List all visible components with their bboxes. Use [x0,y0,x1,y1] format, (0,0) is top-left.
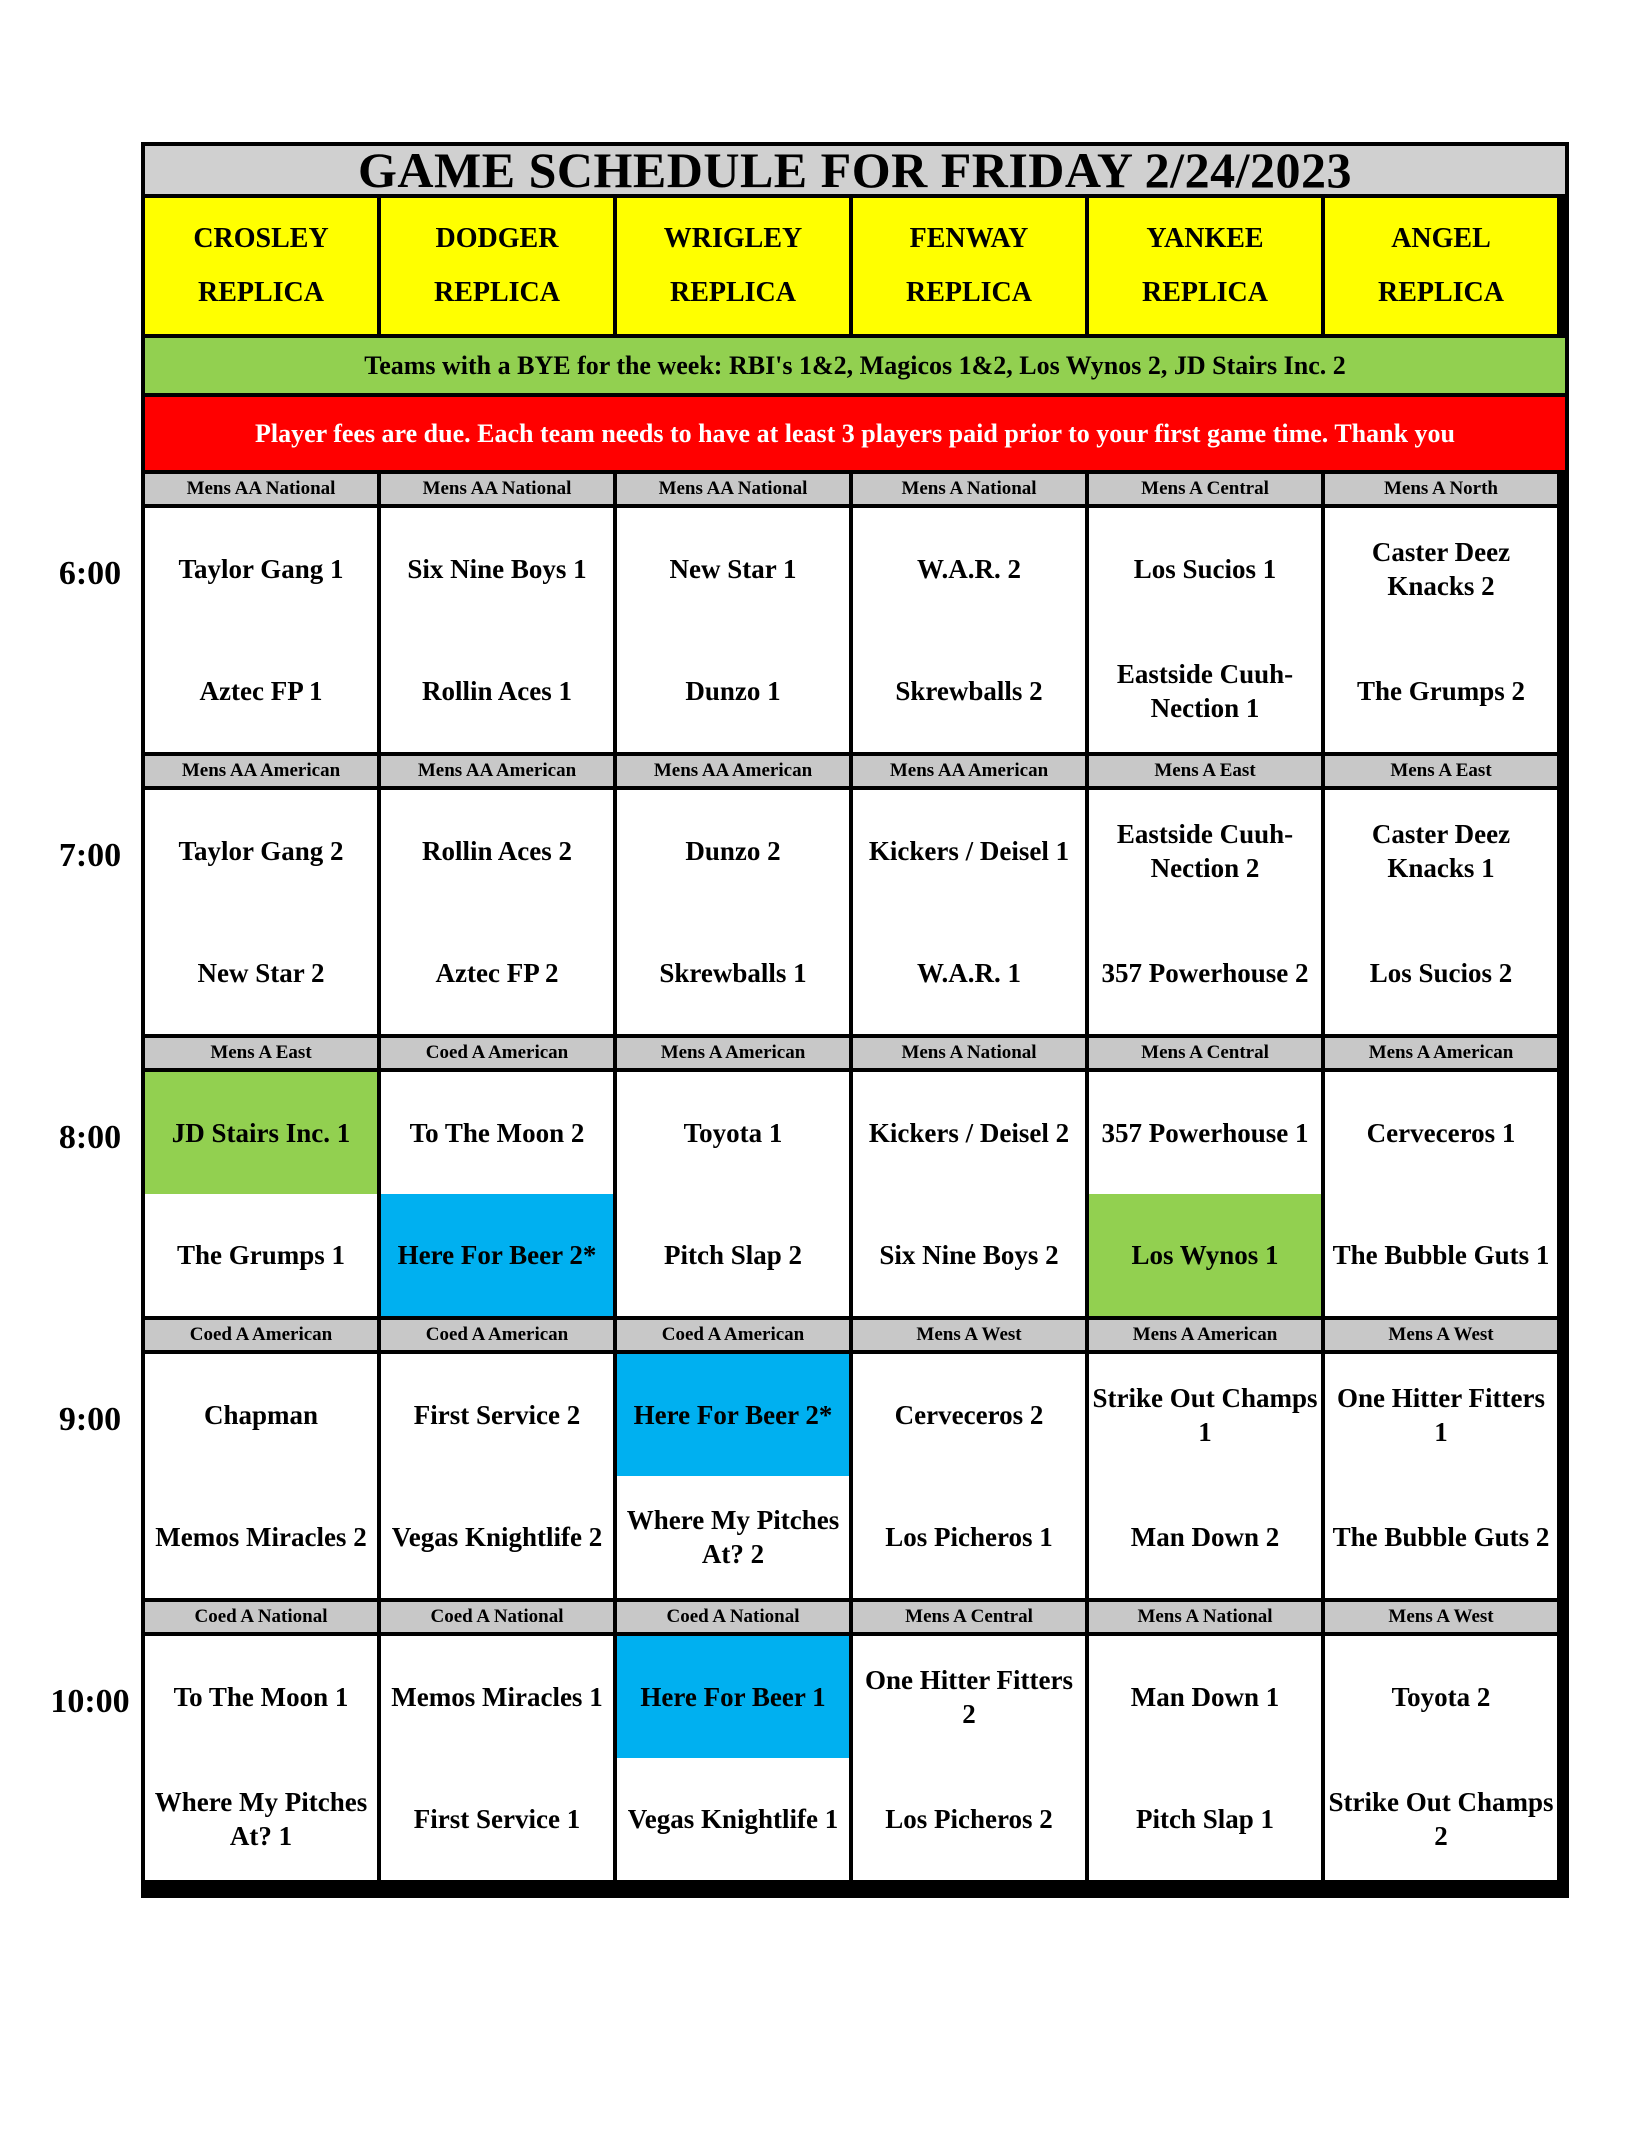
game-cell [1089,1354,1321,1598]
home-team: JD Stairs Inc. 1 [145,1072,377,1194]
away-team: Man Down 2 [1130,1522,1280,1552]
game-cell [381,790,613,1034]
home-team: Chapman [203,1400,319,1430]
home-team: Strike Out Champs 1 [1092,1383,1318,1447]
away-team: The Grumps 1 [176,1240,346,1270]
division-label: Coed A National [617,1602,849,1632]
game-cell [617,1354,849,1598]
field-name: FENWAY [909,223,1029,254]
away-team: Aztec FP 2 [435,958,559,988]
field-subtitle: REPLICA [1377,277,1504,308]
home-team: Toyota 1 [683,1118,783,1148]
game-cell [617,790,849,1034]
game-cell [1325,790,1557,1034]
division-label: Coed A National [381,1602,613,1632]
division-label: Mens A West [853,1320,1085,1350]
home-team: Dunzo 2 [685,836,781,866]
away-team: Los Picheros 1 [885,1522,1053,1552]
away-team: The Bubble Guts 1 [1332,1240,1550,1270]
away-team: Rollin Aces 1 [421,676,572,706]
away-team: Memos Miracles 2 [155,1522,367,1552]
home-team: Los Sucios 1 [1133,554,1277,584]
away-team: 357 Powerhouse 2 [1101,958,1309,988]
division-label: Mens A Central [1089,474,1321,504]
division-label: Mens A North [1325,474,1557,504]
home-team: Rollin Aces 2 [421,836,572,866]
field-header-wrigley [617,198,849,334]
away-team: Los Picheros 2 [885,1804,1053,1834]
home-team: Kickers / Deisel 2 [868,1118,1070,1148]
away-team: Los Sucios 2 [1369,958,1513,988]
division-label: Mens A East [145,1038,377,1068]
field-name: WRIGLEY [663,223,803,254]
away-team: Pitch Slap 2 [663,1240,803,1270]
division-label: Mens A National [853,474,1085,504]
bye-notice: Teams with a BYE for the week: RBI's 1&2, Magicos 1&2, Los Wynos 2, JD Stairs Inc. 2 [145,338,1565,393]
game-cell [381,508,613,752]
home-team: One Hitter Fitters 1 [1337,1383,1545,1447]
field-header-row [145,198,1565,334]
home-team: W.A.R. 2 [916,554,1022,584]
division-label: Mens A National [1089,1602,1321,1632]
away-team: New Star 2 [197,958,325,988]
division-label: Mens A East [1325,756,1557,786]
home-team: To The Moon 1 [173,1682,349,1712]
field-name: YANKEE [1146,223,1264,254]
away-team: Vegas Knightlife 1 [627,1804,839,1834]
home-team: Man Down 1 [1130,1682,1280,1712]
division-label: Mens A West [1325,1602,1557,1632]
home-team: Here For Beer 1 [617,1636,849,1758]
division-label: Mens AA National [145,474,377,504]
division-label: Mens A Central [1089,1038,1321,1068]
field-header-dodger [381,198,613,334]
division-label: Mens AA National [381,474,613,504]
game-cell [1089,1636,1321,1880]
home-team: Memos Miracles 1 [391,1682,603,1712]
away-team: Six Nine Boys 2 [879,1240,1059,1270]
away-team: Dunzo 1 [685,676,781,706]
game-cell [617,1072,849,1316]
away-team: Los Wynos 1 [1089,1194,1321,1316]
game-cell [1089,1072,1321,1316]
game-cell [853,1354,1085,1598]
time-slot-label: 10:00 [50,1683,130,1720]
game-cell [1325,1636,1557,1880]
game-cell [381,1636,613,1880]
away-team: Eastside Cuuh-Nection 1 [1116,659,1294,723]
division-label: Mens AA American [853,756,1085,786]
division-label: Mens AA American [617,756,849,786]
game-cell [145,790,377,1034]
field-name: ANGEL [1391,223,1491,254]
home-team: Here For Beer 2* [617,1354,849,1476]
division-label: Mens A East [1089,756,1321,786]
home-team: Eastside Cuuh-Nection 2 [1116,819,1294,883]
home-team: Cerveceros 2 [894,1400,1044,1430]
home-team: Taylor Gang 1 [178,554,344,584]
time-slot-label: 6:00 [58,555,122,592]
home-team: Six Nine Boys 1 [407,554,587,584]
division-label: Mens A National [853,1038,1085,1068]
game-cell [381,1354,613,1598]
time-slot-label: 8:00 [58,1119,122,1156]
home-team: Toyota 2 [1391,1682,1491,1712]
home-team: Cerveceros 1 [1366,1118,1516,1148]
game-cell [1325,1072,1557,1316]
field-name: CROSLEY [193,223,329,254]
division-label: Coed A American [381,1038,613,1068]
away-team: Vegas Knightlife 2 [391,1522,603,1552]
game-cell [1089,508,1321,752]
away-team: Here For Beer 2* [381,1194,613,1316]
away-team: Skrewballs 2 [895,676,1043,706]
division-label: Coed A National [145,1602,377,1632]
game-cell [145,1636,377,1880]
time-slot-label: 7:00 [58,837,122,874]
game-cell [853,508,1085,752]
away-team: The Grumps 2 [1356,676,1526,706]
home-team: To The Moon 2 [409,1118,585,1148]
field-subtitle: REPLICA [1141,277,1268,308]
game-cell [1089,790,1321,1034]
schedule-table [141,142,1569,1898]
division-label: Mens AA American [145,756,377,786]
home-team: New Star 1 [669,554,797,584]
field-subtitle: REPLICA [905,277,1032,308]
away-team: First Service 1 [413,1804,581,1834]
home-team: 357 Powerhouse 1 [1101,1118,1309,1148]
game-cell [853,790,1085,1034]
game-cell [853,1072,1085,1316]
field-subtitle: REPLICA [669,277,796,308]
division-label: Mens A American [1089,1320,1321,1350]
game-cell [145,1354,377,1598]
division-label: Mens A American [1325,1038,1557,1068]
division-label: Coed A American [617,1320,849,1350]
field-name: DODGER [435,223,559,254]
game-cell [1325,1354,1557,1598]
game-cell [1325,508,1557,752]
home-team: Caster Deez Knacks 1 [1371,819,1511,883]
field-header-angel [1325,198,1557,334]
away-team: Pitch Slap 1 [1135,1804,1275,1834]
home-team: One Hitter Fitters 2 [865,1665,1073,1729]
game-cell [617,508,849,752]
field-header-crosley [145,198,377,334]
division-label: Coed A American [145,1320,377,1350]
time-slot-label: 9:00 [58,1401,122,1438]
game-cell [381,1072,613,1316]
home-team: Kickers / Deisel 1 [868,836,1070,866]
away-team: Strike Out Champs 2 [1328,1787,1554,1851]
field-subtitle: REPLICA [433,277,560,308]
home-team: First Service 2 [413,1400,581,1430]
away-team: Where My Pitches At? 2 [626,1505,840,1569]
home-team: Caster Deez Knacks 2 [1371,537,1511,601]
home-team: Taylor Gang 2 [178,836,344,866]
fees-notice: Player fees are due. Each team needs to have at least 3 players paid prior to your first game time. Thank you [145,397,1565,470]
away-team: The Bubble Guts 2 [1332,1522,1550,1552]
game-cell [617,1636,849,1880]
field-header-yankee [1089,198,1321,334]
division-label: Mens A West [1325,1320,1557,1350]
game-cell [853,1636,1085,1880]
field-header-fenway [853,198,1085,334]
division-label: Mens AA National [617,474,849,504]
game-cell [145,508,377,752]
game-cell [145,1072,377,1316]
schedule-title: GAME SCHEDULE FOR FRIDAY 2/24/2023 [145,146,1565,194]
away-team: W.A.R. 1 [916,958,1022,988]
division-label: Mens A American [617,1038,849,1068]
division-label: Coed A American [381,1320,613,1350]
away-team: Skrewballs 1 [659,958,807,988]
division-label: Mens A Central [853,1602,1085,1632]
away-team: Aztec FP 1 [199,676,323,706]
division-label: Mens AA American [381,756,613,786]
away-team: Where My Pitches At? 1 [154,1787,368,1851]
field-subtitle: REPLICA [197,277,324,308]
